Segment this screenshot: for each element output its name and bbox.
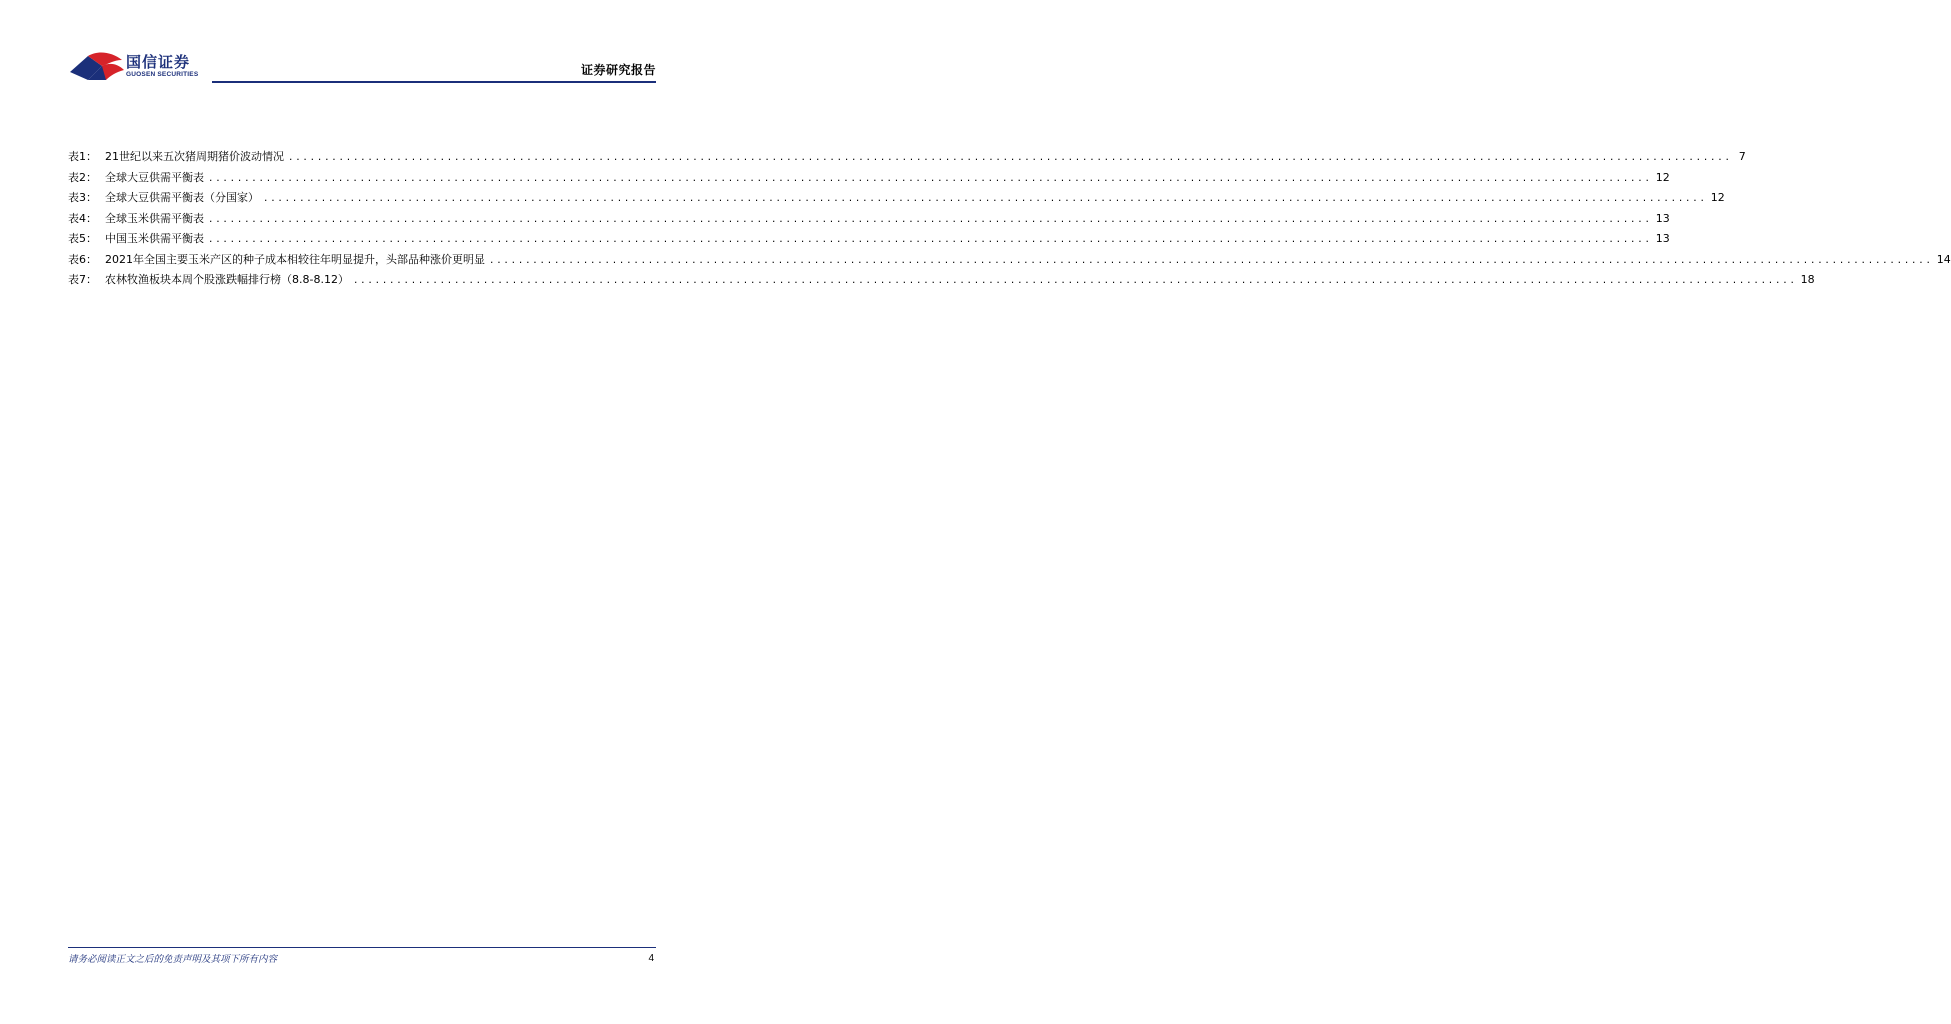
page-number: 4 (648, 953, 654, 964)
toc-entry-title: 21世纪以来五次猪周期猪价波动情况 (105, 150, 284, 163)
toc-leader-dots: ........................................................................................................................................................................................................ (208, 235, 1652, 245)
toc-entry-label: 表2： (68, 170, 97, 184)
toc-entry-page: 7 (1738, 150, 1746, 163)
table-of-contents (68, 148, 1951, 292)
toc-entry-title: 全球玉米供需平衡表 (105, 211, 204, 225)
footer-divider (68, 947, 656, 948)
toc-entry-title: 中国玉米供需平衡表 (105, 232, 204, 245)
toc-entry[interactable] (68, 148, 1746, 169)
toc-leader-dots: ........................................................................................................................................................................................................ (352, 276, 1797, 286)
toc-entry-label: 表5： (68, 232, 97, 245)
toc-entry[interactable] (68, 251, 1951, 272)
header-divider (212, 81, 656, 83)
toc-entry-page: 13 (1655, 232, 1670, 245)
brand-name-en: GUOSEN SECURITIES (126, 71, 199, 78)
toc-entry[interactable] (68, 271, 1815, 292)
toc-entry-page: 14 (1936, 252, 1951, 266)
toc-entry-label: 表4： (68, 211, 97, 225)
toc-entry-title: 全球大豆供需平衡表（分国家） (105, 191, 259, 204)
toc-entry-page: 18 (1800, 273, 1815, 286)
toc-entry[interactable] (68, 210, 1670, 231)
toc-leader-dots: ........................................................................................................................................................................................................ (288, 153, 1732, 163)
report-type-label: 证券研究报告 (580, 63, 656, 77)
brand-name-cn: 国信证券 (126, 53, 191, 71)
toc-entry-title: 农林牧渔板块本周个股涨跌幅排行榜（8.8-8.12） (105, 273, 349, 286)
toc-entry[interactable] (68, 230, 1670, 251)
toc-leader-dots: ........................................................................................................................................................................................................ (208, 214, 1652, 225)
guosen-logo-icon (68, 50, 128, 84)
toc-entry[interactable] (68, 169, 1670, 190)
toc-entry-page: 12 (1710, 191, 1725, 204)
toc-leader-dots: ........................................................................................................................................................................................................ (489, 255, 1933, 266)
toc-entry-label: 表7： (68, 273, 97, 286)
toc-entry-page: 12 (1655, 170, 1670, 184)
toc-leader-dots: ........................................................................................................................................................................................................ (263, 194, 1707, 204)
toc-leader-dots: ........................................................................................................................................................................................................ (208, 173, 1652, 184)
toc-entry-label: 表1： (68, 150, 97, 163)
toc-entry-title: 2021年全国主要玉米产区的种子成本相较往年明显提升，头部品种涨价更明显 (105, 252, 485, 266)
footer-disclaimer: 请务必阅读正文之后的免责声明及其项下所有内容 (68, 954, 278, 965)
toc-entry[interactable] (68, 189, 1725, 210)
toc-entry-page: 13 (1655, 211, 1670, 225)
toc-entry-label: 表6： (68, 252, 97, 266)
page-header (0, 0, 724, 90)
toc-entry-title: 全球大豆供需平衡表 (105, 170, 204, 184)
toc-entry-label: 表3： (68, 191, 97, 204)
